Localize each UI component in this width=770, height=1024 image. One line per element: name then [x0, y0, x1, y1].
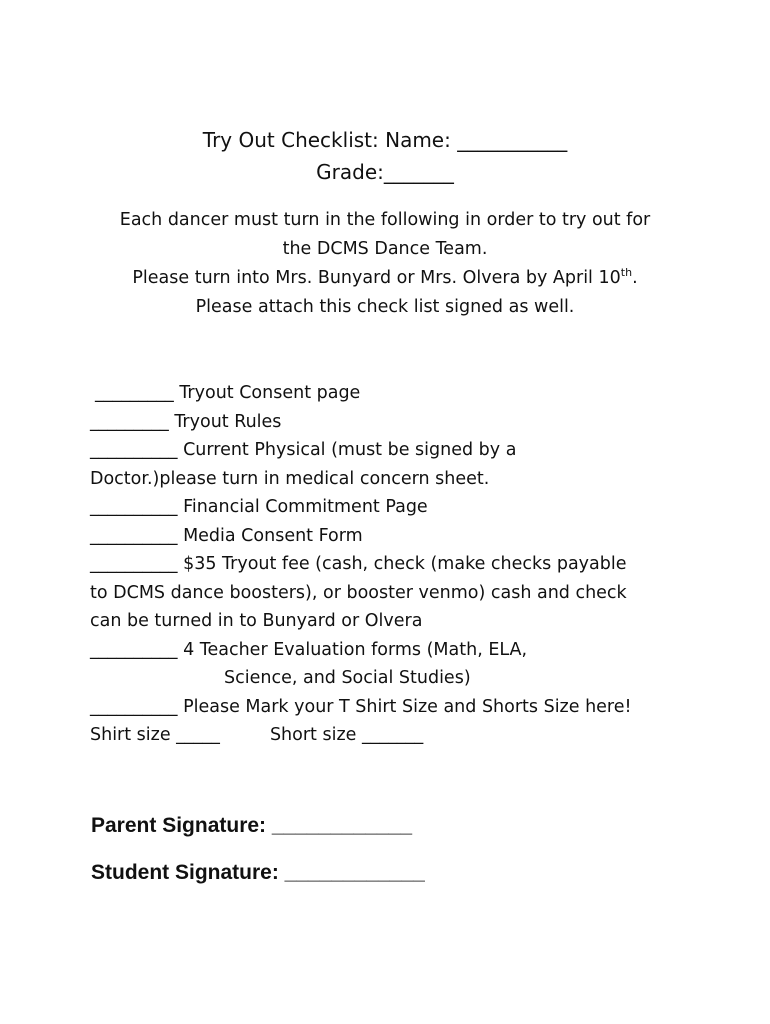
ordinal-suffix: th: [620, 266, 633, 280]
grade-line: Grade:_______: [316, 160, 454, 184]
instructions-line-2: the DCMS Dance Team.: [282, 239, 488, 259]
shirt-size-field: Shirt size _____: [90, 725, 220, 745]
checklist-item: __________ Financial Commitment Page: [90, 497, 428, 517]
student-signature-line: Student Signature: ____________: [91, 861, 425, 884]
checklist-item-continuation: to DCMS dance boosters), or booster venmo) cash and check: [90, 582, 627, 603]
instructions-line-4: Please attach this check list signed as well.: [195, 297, 575, 317]
checklist-item-continuation: can be turned in to Bunyard or Olvera: [90, 611, 423, 631]
checklist-item-continuation: Doctor.)please turn in medical concern sheet.: [90, 468, 490, 489]
checklist-item: __________ Media Consent Form: [90, 525, 363, 546]
instructions-line-3: [60, 264, 710, 293]
checklist-item: _________ Tryout Rules: [90, 411, 282, 432]
size-fields: [90, 721, 730, 750]
checklist-item: _________ Tryout Consent page: [95, 383, 361, 403]
checklist: [90, 379, 730, 750]
checklist-item-continuation: Science, and Social Studies): [224, 668, 471, 688]
deadline-text: Please turn into Mrs. Bunyard or Mrs. Olvera by April 10: [132, 268, 621, 288]
short-size-field: Short size _______: [269, 725, 424, 745]
checklist-item: __________ $35 Tryout fee (cash, check (make checks payable: [90, 554, 627, 574]
checklist-title: Try Out Checklist: Name: ___________: [202, 128, 568, 152]
checklist-item: __________ Current Physical (must be signed by a: [90, 440, 517, 460]
checklist-item: __________ 4 Teacher Evaluation forms (Math, ELA,: [90, 639, 528, 660]
title-block: [0, 124, 770, 188]
checklist-item: __________ Please Mark your T Shirt Size and Shorts Size here!: [90, 696, 632, 717]
parent-signature-line: Parent Signature: ____________: [91, 814, 413, 837]
instructions-line-1: Each dancer must turn in the following in order to try out for: [119, 210, 651, 230]
deadline-period: .: [632, 268, 638, 288]
instructions-paragraph: [60, 206, 710, 322]
